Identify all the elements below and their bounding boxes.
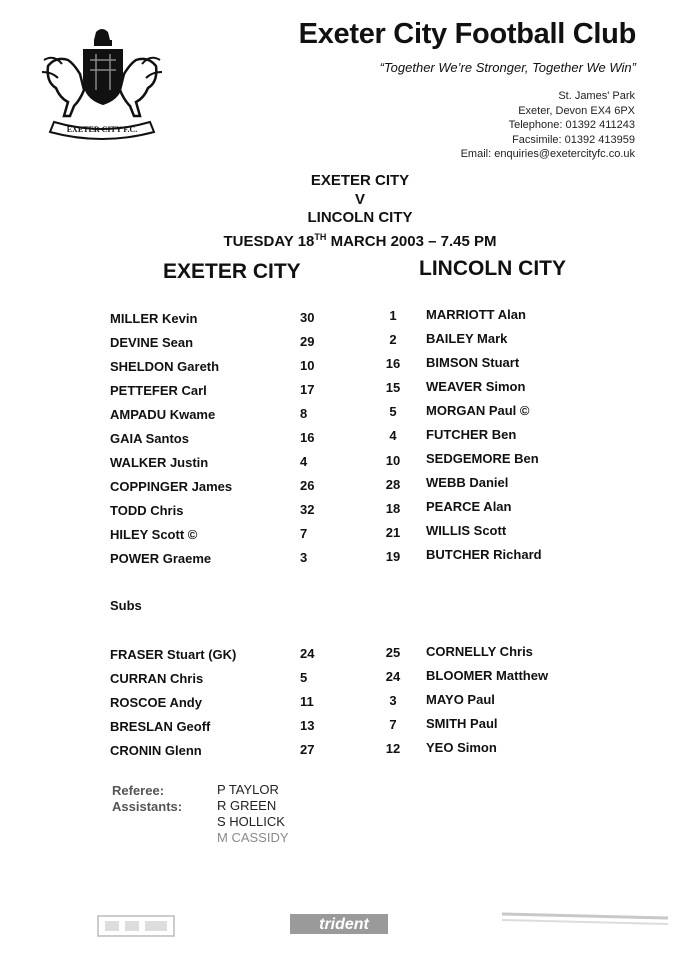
player-number: 25: [385, 645, 401, 660]
player-name: HILEY Scott ©: [110, 527, 198, 542]
player-name: POWER Graeme: [110, 551, 212, 566]
match-date: TUESDAY 18TH MARCH 2003 – 7.45 PM: [223, 231, 497, 250]
player-number: 19: [385, 549, 401, 564]
player-number: 32: [300, 502, 315, 517]
player-number: 5: [389, 404, 397, 419]
player-number: 1: [389, 308, 397, 323]
player-name: PETTEFER Carl: [110, 383, 207, 398]
player-number: 11: [300, 694, 314, 709]
player-name: MARRIOTT Alan: [426, 307, 526, 322]
player-name: GAIA Santos: [110, 431, 189, 446]
player-name: ROSCOE Andy: [110, 695, 202, 710]
player-name: DEVINE Sean: [110, 335, 194, 350]
address-line: Email: enquiries@exetercityfc.co.uk: [460, 148, 635, 161]
player-name: YEO Simon: [426, 740, 497, 755]
address-line: Telephone: 01392 411243: [508, 119, 635, 132]
player-name: PEARCE Alan: [426, 499, 512, 514]
player-name: SMITH Paul: [426, 716, 498, 731]
player-number: 3: [389, 693, 397, 708]
player-number: 24: [385, 669, 401, 684]
player-number: 26: [300, 478, 315, 493]
player-number: 10: [385, 453, 401, 468]
player-number: 17: [300, 382, 315, 397]
player-number: 24: [300, 646, 315, 661]
player-name: FRASER Stuart (GK): [110, 647, 237, 662]
referee-label: Referee:: [112, 783, 165, 798]
club-name: Exeter City Football Club: [298, 18, 636, 50]
player-name: BIMSON Stuart: [426, 355, 520, 370]
player-number: 4: [300, 454, 308, 469]
trident-sponsor-logo: [290, 910, 390, 938]
player-name: BLOOMER Matthew: [426, 668, 549, 683]
player-number: 2: [389, 332, 397, 347]
player-number: 13: [300, 718, 315, 733]
home-team-heading: EXETER CITY: [163, 260, 301, 283]
sponsor-logo: [97, 913, 177, 939]
player-name: CRONIN Glenn: [110, 743, 202, 758]
club-address: [380, 89, 635, 162]
player-name: MAYO Paul: [426, 692, 495, 707]
player-number: 8: [300, 406, 308, 421]
player-name: SHELDON Gareth: [110, 359, 220, 374]
player-name: WILLIS Scott: [426, 523, 507, 538]
player-number: 5: [300, 670, 308, 685]
player-name: WEBB Daniel: [426, 475, 509, 490]
player-name: WEAVER Simon: [426, 379, 526, 394]
assistant-name: M CASSIDY: [217, 830, 289, 845]
player-number: 12: [385, 741, 401, 756]
player-number: 30: [300, 310, 315, 325]
player-name: BUTCHER Richard: [426, 547, 542, 562]
match-away: LINCOLN CITY: [307, 209, 413, 226]
player-number: 21: [385, 525, 401, 540]
sponsor-stripe-logo: [500, 908, 670, 932]
player-name: WALKER Justin: [110, 455, 209, 470]
player-number: 7: [300, 526, 308, 541]
player-number: 29: [300, 334, 315, 349]
match-home: EXETER CITY: [310, 172, 410, 189]
club-motto: “Together We’re Stronger, Together We Win”: [379, 60, 636, 75]
player-name: MORGAN Paul ©: [426, 403, 530, 418]
player-number: 3: [300, 550, 308, 565]
player-number: 7: [389, 717, 397, 732]
away-team-heading: LINCOLN CITY: [419, 257, 566, 280]
subs-label: Subs: [110, 598, 142, 613]
player-number: 15: [385, 380, 401, 395]
player-number: 10: [300, 358, 315, 373]
referee-name: P TAYLOR: [217, 782, 279, 797]
player-name: BRESLAN Geoff: [110, 719, 211, 734]
player-number: 18: [385, 501, 401, 516]
crest-scroll-text: EXETER CITY F.C.: [66, 125, 138, 134]
player-name: TODD Chris: [110, 503, 184, 518]
address-line: St. James' Park: [558, 90, 635, 102]
player-name: SEDGEMORE Ben: [426, 451, 539, 466]
player-name: FUTCHER Ben: [426, 427, 517, 442]
player-number: 16: [300, 430, 315, 445]
assistant-name: S HOLLICK: [217, 814, 285, 829]
match-versus: V: [354, 190, 365, 208]
player-name: BAILEY Mark: [426, 331, 508, 346]
match-info: [195, 172, 525, 251]
address-line: Exeter, Devon EX4 6PX: [518, 104, 635, 117]
player-number: 4: [389, 428, 397, 443]
address-line: Facsimile: 01392 413959: [512, 133, 635, 146]
assistants-label: Assistants:: [112, 799, 183, 814]
player-name: AMPADU Kwame: [110, 407, 216, 422]
player-name: MILLER Kevin: [110, 311, 198, 326]
player-number: 28: [385, 477, 401, 492]
trident-text: trident: [319, 916, 369, 933]
club-crest-logo: [38, 26, 166, 144]
assistant-name: R GREEN: [217, 798, 277, 813]
player-name: CORNELLY Chris: [426, 644, 533, 659]
player-number: 27: [300, 742, 315, 757]
player-name: CURRAN Chris: [110, 671, 204, 686]
player-number: 16: [385, 356, 401, 371]
player-name: COPPINGER James: [110, 479, 233, 494]
